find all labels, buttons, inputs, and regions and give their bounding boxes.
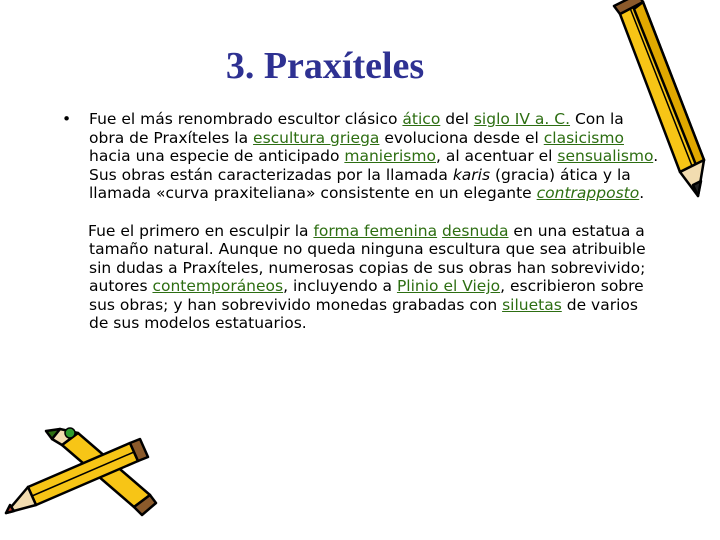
paragraph-2 <box>62 222 662 333</box>
text-link[interactable]: contemporáneos <box>152 277 284 295</box>
text-link[interactable]: siglo IV a. C. <box>473 110 571 128</box>
text-run: , incluyendo a <box>283 277 397 295</box>
pencils-icon <box>0 425 160 540</box>
text-run: Con la obra de Praxíteles la <box>89 110 624 147</box>
text-link[interactable]: ático <box>402 110 441 128</box>
text-link[interactable]: contrapposto <box>536 184 640 202</box>
text-run: karis <box>452 165 491 184</box>
text-run: (gracia) ática y la llamada «curva praxiteliana» consistente en un elegante <box>89 165 631 202</box>
text-run: Fue el más renombrado escultor clásico <box>89 110 403 128</box>
text-run: en una estatua a tamaño natural. Aunque no queda ninguna escultura que sea atribuible sin dudas a Praxíteles, numerosas copias de sus obras han sobrevivido; autores <box>89 221 646 295</box>
paragraph-1-text <box>89 110 658 202</box>
text-run: Fue el primero en esculpir la <box>88 221 314 240</box>
text-link[interactable]: forma femenina <box>313 221 438 240</box>
text-link[interactable]: manierismo <box>344 147 436 165</box>
text-link[interactable]: escultura griega <box>253 128 380 147</box>
text-run: de varios de sus modelos estatuarios. <box>89 295 638 332</box>
text-run: evoluciona desde el <box>379 128 544 147</box>
text-run: . Sus obras están caracterizadas por la llamada <box>89 147 659 184</box>
text-run: , al acentuar el <box>435 147 558 165</box>
text-run: hacia una especie de anticipado <box>89 147 345 165</box>
pencil-icon <box>600 0 715 205</box>
text-run: , escribieron sobre sus obras; y han sobrevivido monedas grabadas con <box>89 277 644 314</box>
bullet: • <box>62 110 72 128</box>
paragraph-2-text <box>88 222 646 333</box>
paragraph-1 <box>62 110 662 203</box>
slide-content <box>62 110 662 333</box>
text-link[interactable]: clasicismo <box>543 128 624 147</box>
text-run: del <box>440 110 474 128</box>
text-link[interactable]: Plinio el Viejo <box>396 277 501 295</box>
text-link[interactable]: sensualismo <box>557 147 654 165</box>
text-run: . <box>639 184 645 202</box>
slide-title: 3. Praxíteles <box>225 45 425 87</box>
text-link[interactable]: desnuda <box>442 221 509 240</box>
text-link[interactable]: siluetas <box>502 295 562 314</box>
